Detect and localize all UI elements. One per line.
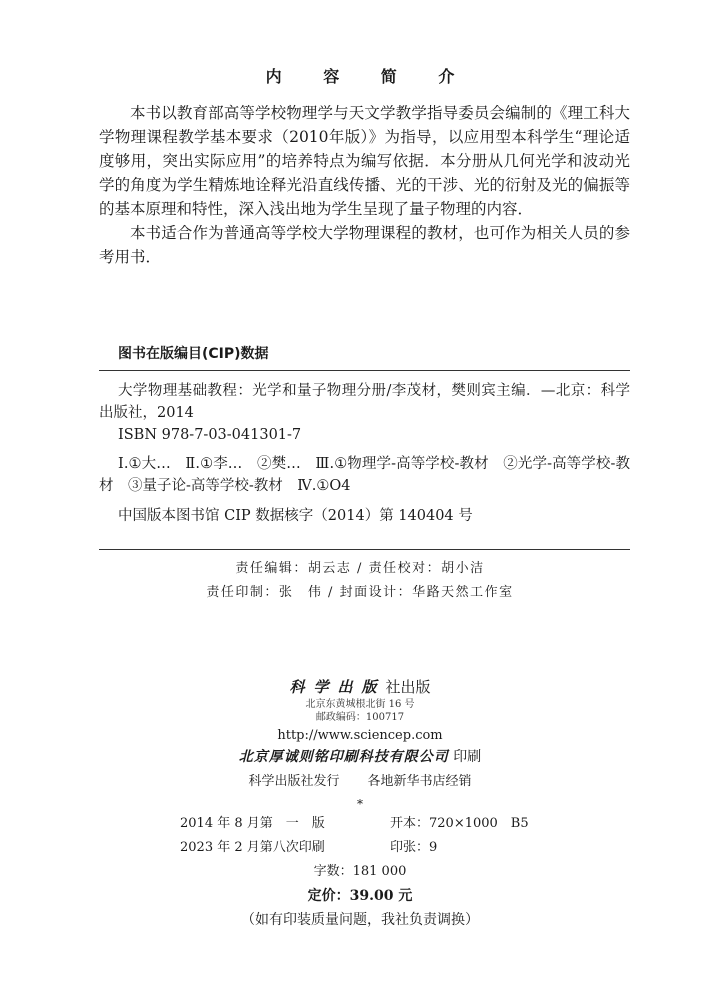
- printed-sheets: 印张：9: [390, 840, 438, 855]
- publisher-url: http://www.sciencep.com: [277, 728, 443, 743]
- publisher-suffix: 社出版: [385, 678, 431, 696]
- separator-star: *: [357, 797, 363, 811]
- book-format: 开本：720×1000 B5: [390, 816, 529, 831]
- issuer: 科学出版社发行: [248, 774, 340, 789]
- edition-line: [0, 812, 720, 836]
- cip-heading: 图书在版编目(CIP)数据: [118, 346, 269, 362]
- publisher-postcode: 邮政编码：100717: [315, 712, 405, 723]
- page-title: 内 容 简 介: [265, 67, 473, 86]
- replacement-note: （如有印装质量问题，我社负责调换）: [241, 912, 479, 928]
- intro-paragraph: 本书以教育部高等学校物理学与天文学教学指导委员会编制的《理工科大学物理课程教学基本要求（2010年版）》为指导，以应用型本科学生“理论适度够用，突出实际应用”的培养特点为编写依据．本分册从几何光学和波动光学的角度为学生精炼地诠释光沿直线传播、光的干涉、光的衍射及光的偏振等的基本原理和特性，深入浅出地为学生呈现了量子物理的内容．: [99, 104, 630, 218]
- publisher-logotype: 科学出版: [289, 678, 386, 696]
- editor-line: 责任编辑：胡云志 / 责任校对：胡小洁: [235, 561, 485, 576]
- seller: 各地新华书店经销: [367, 774, 472, 789]
- isbn: ISBN 978-7-03-041301-7: [118, 427, 302, 443]
- cip-catalog-entry: 大学物理基础教程：光学和量子物理分册/李茂材，樊则宾主编．—北京：科学出版社，2014: [99, 383, 630, 421]
- word-count: 字数：181 000: [313, 864, 407, 879]
- cip-top-rule: [99, 370, 630, 371]
- cip-classification: Ⅰ.①大… Ⅱ.①李… ②樊… Ⅲ.①物理学-高等学校-教材 ②光学-高等学校-教材 ③量子论-高等学校-教材 Ⅳ.①O4: [99, 456, 630, 494]
- printer-suffix: 印刷: [448, 749, 482, 765]
- intro-paragraph: 本书适合作为普通高等学校大学物理课程的教材，也可作为相关人员的参考用书．: [99, 224, 630, 266]
- printing-line: [0, 836, 720, 860]
- editor-line: 责任印制：张 伟 / 封面设计：华路天然工作室: [206, 585, 514, 600]
- latest-printing: 2023 年 2 月第八次印刷: [180, 840, 325, 855]
- cip-number: 中国版本图书馆 CIP 数据核字（2014）第 140404 号: [118, 508, 473, 524]
- first-edition: 2014 年 8 月第 一 版: [180, 816, 325, 831]
- introduction: [99, 101, 630, 269]
- publisher-line: [0, 676, 720, 698]
- colophon: [0, 676, 720, 932]
- cip-bottom-rule: [99, 549, 630, 550]
- printer-logotype: 北京厚诚则铭印刷科技有限公司: [238, 749, 449, 765]
- printer-line: [0, 746, 720, 768]
- distribution-line: [0, 770, 720, 794]
- publisher-address: 北京东黄城根北街 16 号: [305, 699, 415, 710]
- cip-record: [99, 380, 630, 527]
- price: 定价：39.00 元: [307, 888, 413, 904]
- responsible-staff: [0, 557, 720, 605]
